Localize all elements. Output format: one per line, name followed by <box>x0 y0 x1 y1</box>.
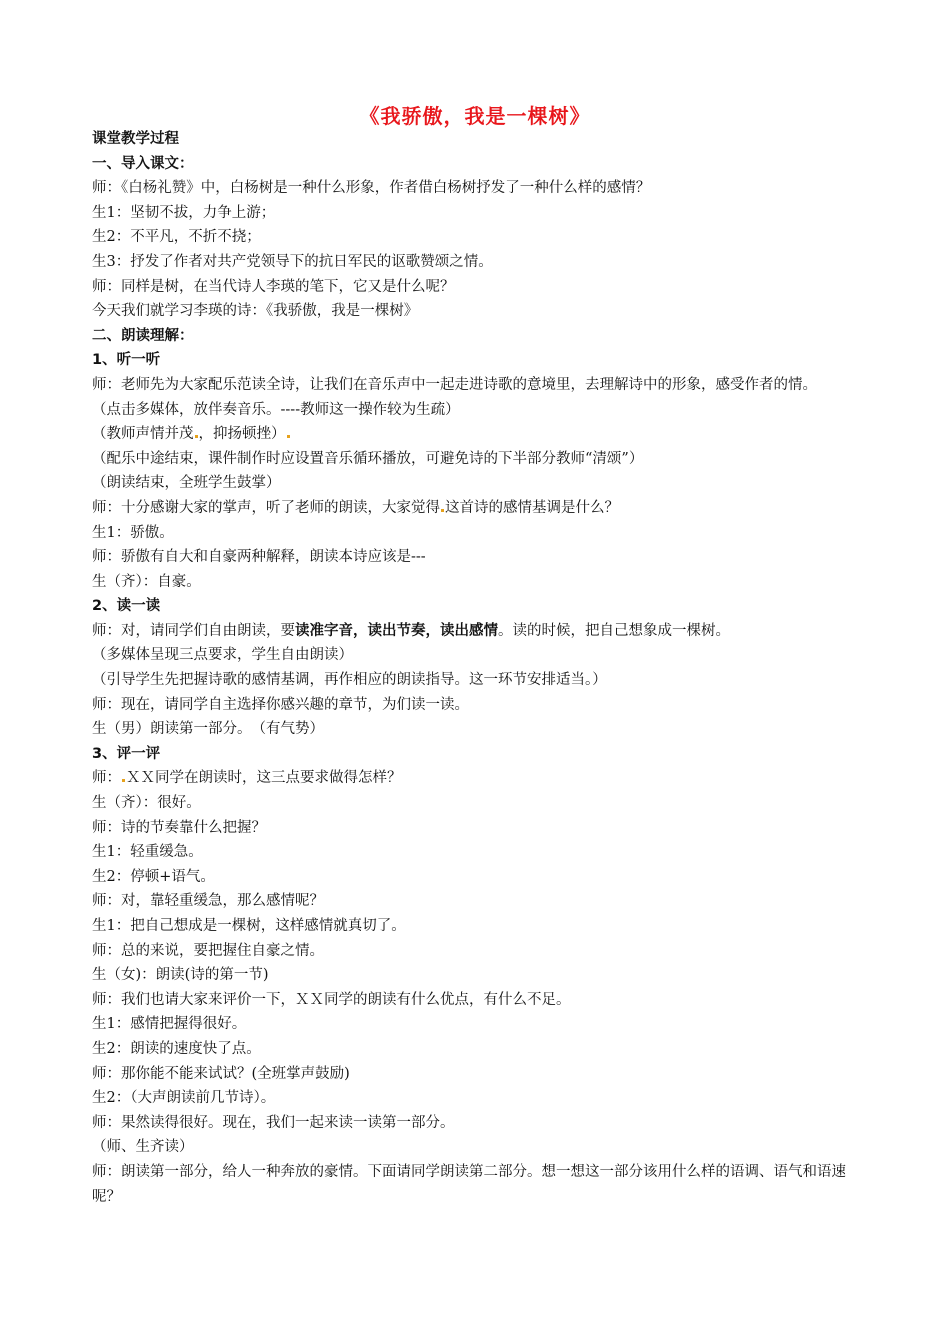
section1-heading: 一、导入课文： <box>92 155 194 172</box>
paragraph-line: （引导学生先把握诗歌的感情基调，再作相应的朗读指导。这一环节安排适当。） <box>92 672 607 689</box>
text-span: ，抑扬顿挫） <box>198 426 286 443</box>
text-span: 师：对，请同学们自由朗读，要 <box>92 622 295 639</box>
paragraph-line: 今天我们就学习李瑛的诗：《我骄傲，我是一棵树》 <box>92 303 419 320</box>
paragraph-line: 生（齐）：自豪。 <box>92 573 201 590</box>
subsection-heading: 2、读一读 <box>92 598 161 615</box>
paragraph-line: 生（男）朗读第一部分。 （有气势） <box>92 721 324 738</box>
paragraph-line: （师、生齐读） <box>92 1139 194 1156</box>
paragraph-line: 生1：把自己想成是一棵树，这样感情就真切了。 <box>92 918 406 934</box>
text-span: 。读的时候，把自己想象成一棵树。 <box>498 622 730 639</box>
ink-dot-mark <box>441 509 444 512</box>
text-span: （教师声情并茂 <box>92 426 194 443</box>
paragraph-line: （朗读结束，全班学生鼓掌） <box>92 475 281 492</box>
subsection-heading: 3、评一评 <box>92 745 161 762</box>
paragraph-line: 师：对，靠轻重缓急，那么感情呢？ <box>92 893 324 910</box>
text-span: ＸＸ同学在朗读时，这三点要求做得怎样？ <box>126 770 402 787</box>
text-span: 这首诗的感情基调是什么？ <box>445 499 619 516</box>
paragraph-line: 生1：坚韧不拔，力争上游； <box>92 204 276 221</box>
paragraph-line <box>92 619 852 644</box>
paragraph-line: 师：我们也请大家来评价一下，ＸＸ同学的朗读有什么优点，有什么不足。 <box>92 991 571 1008</box>
paragraph-line: 生1：轻重缓急。 <box>92 844 203 861</box>
text-span: 师： <box>92 770 121 787</box>
paragraph-line <box>92 766 852 791</box>
paragraph-line: 师：同样是树，在当代诗人李瑛的笔下，它又是什么呢？ <box>92 278 455 295</box>
section2-heading: 二、朗读理解： <box>92 327 194 344</box>
paragraph-line <box>92 422 852 447</box>
paragraph-line: 生1：感情把握得很好。 <box>92 1016 247 1033</box>
paragraph-line: 师：《白杨礼赞》中，白杨树是一种什么形象，作者借白杨树抒发了一种什么样的感情？ <box>92 180 651 197</box>
paragraph-line: （多媒体呈现三点要求，学生自由朗读） <box>92 647 353 664</box>
paragraph-line: 生（女)：朗读(诗的第一节) <box>92 967 269 984</box>
paragraph-line: 师：果然读得很好。现在，我们一起来读一读第一部分。 <box>92 1114 455 1131</box>
paragraph-line: 生2：不平凡，不折不挠； <box>92 229 261 246</box>
paragraph-line: 师：那你能不能来试试？(全班掌声鼓励) <box>92 1065 350 1082</box>
paragraph-line: 师：骄傲有自大和自豪两种解释，朗读本诗应该是--- <box>92 549 426 566</box>
paragraph-line: 生（齐）：很好。 <box>92 795 201 812</box>
paragraph-line: 师：总的来说，要把握住自豪之情。 <box>92 942 324 959</box>
ink-dot-mark <box>122 779 125 782</box>
heading-process: 课堂教学过程 <box>92 131 179 147</box>
paragraph: 师：朗读第一部分，给人一种奔放的豪情。下面请同学朗读第二部分。想一想这一部分该用什么样的语调、语气和语速呢？ <box>92 1163 846 1205</box>
text-span: 师：十分感谢大家的掌声，听了老师的朗读，大家觉得 <box>92 499 440 516</box>
paragraph-line: 生2：停顿+语气。 <box>92 868 215 885</box>
subsection-heading: 1、听一听 <box>92 352 161 369</box>
ink-dot-mark <box>195 435 198 438</box>
paragraph-line: （点击多媒体，放伴奏音乐。----教师这一操作较为生疏） <box>92 401 460 418</box>
paragraph-line: 生2：（大声朗读前几节诗）。 <box>92 1090 276 1107</box>
paragraph-line: 师：现在，请同学自主选择你感兴趣的章节，为们读一读。 <box>92 696 469 713</box>
paragraph-line <box>92 496 852 521</box>
paragraph-line: （配乐中途结束，课件制作时应设置音乐循环播放，可避免诗的下半部分教师“清颂”） <box>92 450 644 467</box>
paragraph-line: 生2：朗读的速度快了点。 <box>92 1040 261 1057</box>
paragraph: 师：老师先为大家配乐范读全诗，让我们在音乐声中一起走进诗歌的意境里，去理解诗中的形象，感受作者的情。 <box>92 376 817 393</box>
paragraph-line: 生3：抒发了作者对共产党领导下的抗日军民的讴歌赞颂之情。 <box>92 253 493 270</box>
bold-requirements: 读准字音，读出节奏，读出感情 <box>295 622 498 639</box>
document-title: 《我骄傲，我是一棵树》 <box>359 104 591 128</box>
paragraph-line: 生1：骄傲。 <box>92 524 174 541</box>
ink-dot-mark <box>287 435 290 438</box>
paragraph-line: 师：诗的节奏靠什么把握？ <box>92 819 266 836</box>
document-body <box>92 127 852 1209</box>
